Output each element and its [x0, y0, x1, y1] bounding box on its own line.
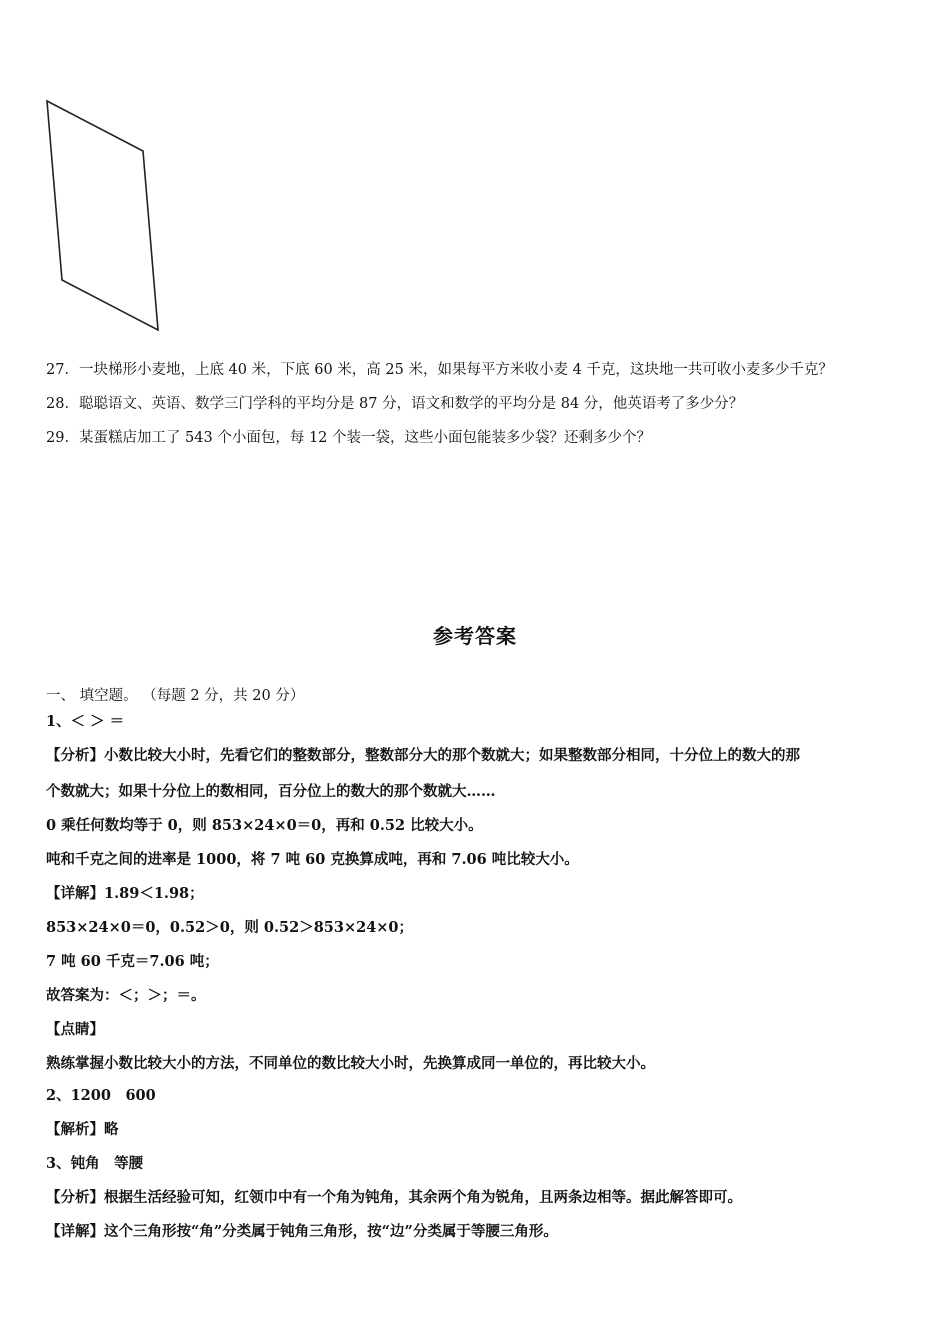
question-29: 29．某蛋糕店加工了 543 个小面包，每 12 个装一袋，这些小面包能装多少袋？还剩多少个？: [46, 430, 652, 446]
parallelogram-figure: [40, 96, 170, 336]
answer-line: 【分析】小数比较大小时，先看它们的整数部分，整数部分大的那个数就大；如果整数部分相同，十分位上的数大的那: [46, 747, 800, 764]
answer-line: 故答案为：＜；＞；＝。: [46, 987, 206, 1004]
answer-line: 2、1200 600: [46, 1087, 156, 1104]
answer-line: 吨和千克之间的进率是 1000，将 7 吨 60 克换算成吨，再和 7.06 吨比较大小。: [46, 851, 579, 868]
section-heading: 一、 填空题。 （每题 2 分，共 20 分）: [46, 688, 305, 704]
answer-line: 1、＜ ＞ ＝: [46, 713, 125, 730]
parallelogram-shape: [47, 101, 158, 330]
answer-line: 【点睛】: [46, 1021, 104, 1038]
answer-line: 个数就大；如果十分位上的数相同，百分位上的数大的那个数就大……: [46, 783, 496, 800]
answer-line: 0 乘任何数均等于 0，则 853×24×0＝0，再和 0.52 比较大小。: [46, 817, 483, 834]
answer-line: 【分析】根据生活经验可知，红领巾中有一个角为钝角，其余两个角为锐角，且两条边相等。据此解答即可。: [46, 1189, 742, 1206]
answer-line: 【详解】这个三角形按“角”分类属于钝角三角形，按“边”分类属于等腰三角形。: [46, 1223, 558, 1240]
answer-line: 7 吨 60 千克＝7.06 吨；: [46, 953, 219, 970]
answer-line: 【解析】略: [46, 1121, 119, 1138]
answer-line: 熟练掌握小数比较大小的方法，不同单位的数比较大小时，先换算成同一单位的，再比较大小。: [46, 1055, 655, 1072]
question-27: 27．一块梯形小麦地，上底 40 米，下底 60 米，高 25 米，如果每平方米收小麦 4 千克，这块地一共可收小麦多少千克？: [46, 362, 833, 378]
answer-line: 【详解】1.89＜1.98；: [46, 885, 204, 902]
answer-line: 3、钝角 等腰: [46, 1155, 144, 1172]
answer-line: 853×24×0＝0，0.52＞0，则 0.52＞853×24×0；: [46, 919, 414, 936]
answers-title: 参考答案: [433, 624, 517, 648]
question-28: 28．聪聪语文、英语、数学三门学科的平均分是 87 分，语文和数学的平均分是 84 分，他英语考了多少分？: [46, 396, 744, 412]
